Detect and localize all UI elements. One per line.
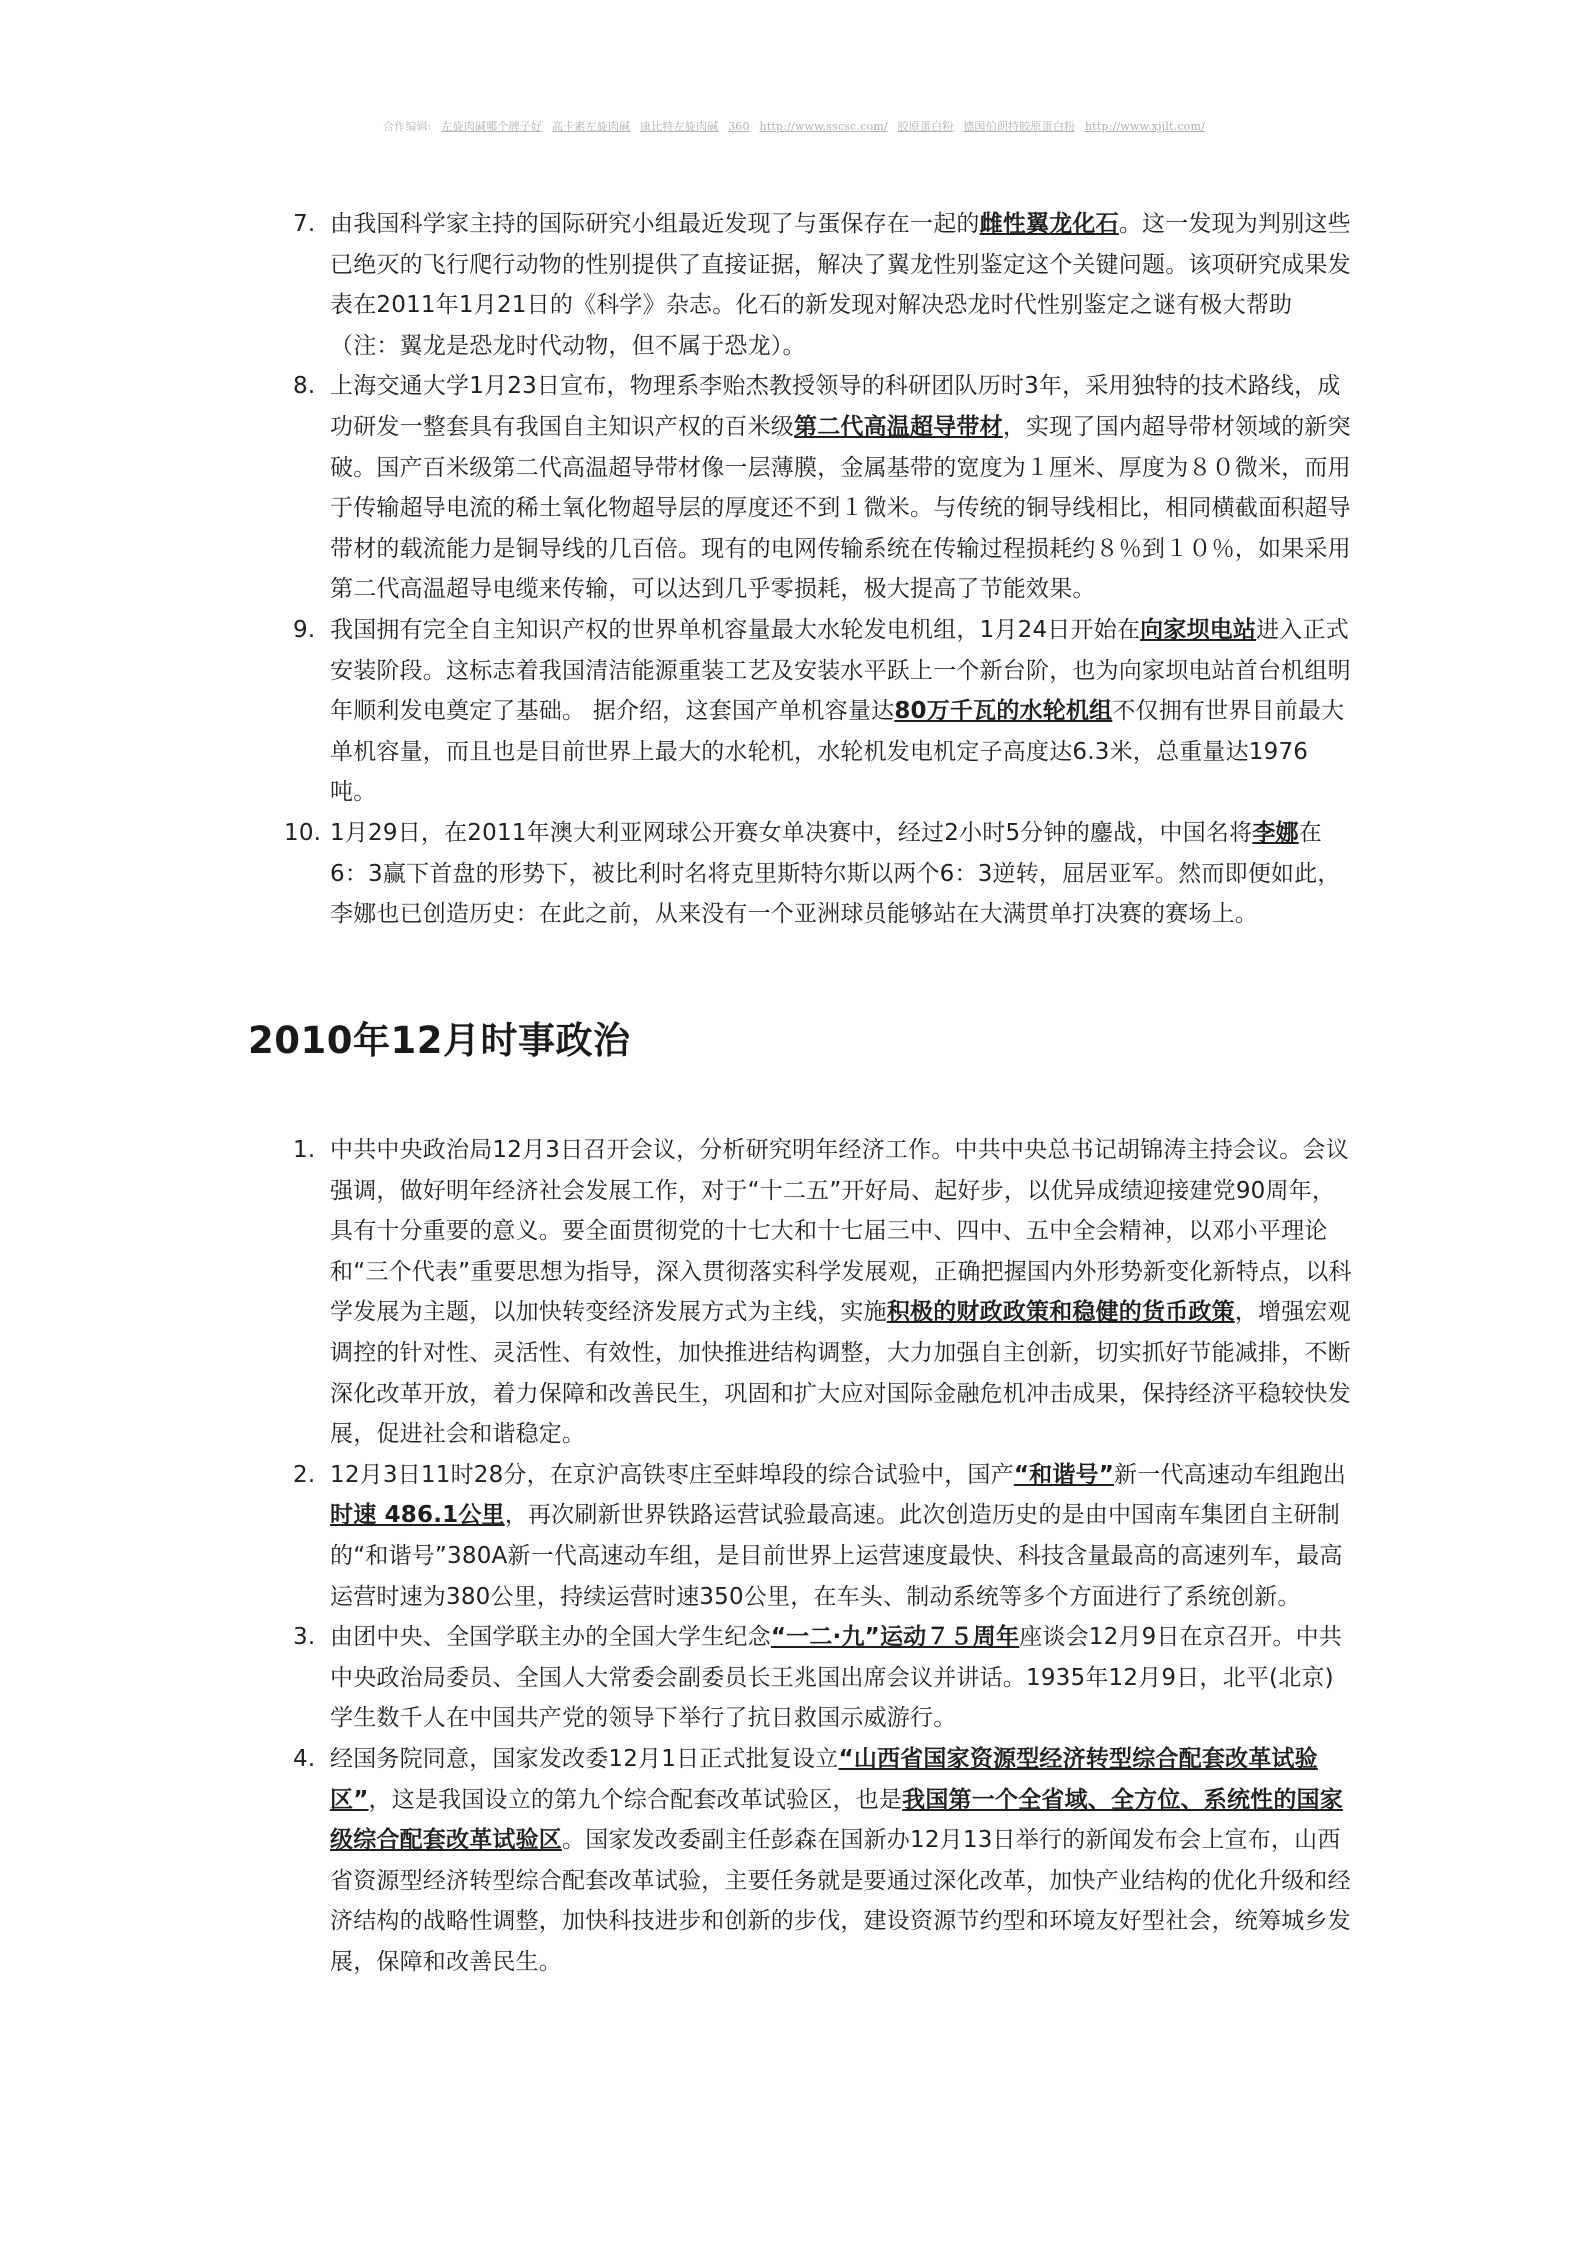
key-term: 向家坝电站 (1140, 616, 1257, 643)
header-link[interactable]: 德国伯朗特胶原蛋白粉 (963, 120, 1076, 133)
item-text: 由团中央、全国学联主办的全国大学生纪念“一二·九”运动７５周年座谈会12月9日在京召开。中共中央政治局委员、全国人大常委会副委员长王兆国出席会议并讲话。1935年12月9日，北平(北京)学生数千人在中国共产党的领导下举行了抗日救国示威游行。 (330, 1624, 1343, 1732)
key-term: “和谐号” (1013, 1461, 1115, 1488)
item-text: 由我国科学家主持的国际研究小组最近发现了与蛋保存在一起的雌性翼龙化石。这一发现为判别这些已绝灭的飞行爬行动物的性别提供了直接证据，解决了翼龙性别鉴定这个关键问题。该项研究成果发表在2011年1月21日的《科学》杂志。化石的新发现对解决恐龙时代性别鉴定之谜有极大帮助（注：翼龙是恐龙时代动物，但不属于恐龙）。 (330, 211, 1351, 359)
item-text: 我国拥有完全自主知识产权的世界单机容量最大水轮发电机组，1月24日开始在向家坝电站进入正式安装阶段。这标志着我国清洁能源重装工艺及安装水平跃上一个新台阶，也为向家坝电站首台机组明年顺利发电奠定了基础。 据介绍，这套国产单机容量达80万千瓦的水轮机组不仅拥有世界目前最大单机容量，而且也是目前世界上最大的水轮机，水轮机发电机定子高度达6.3米，总重量达1976吨。 (330, 616, 1351, 806)
header-link[interactable]: 康比特左旋肉碱 (640, 120, 719, 133)
item-number: 10. (284, 819, 322, 846)
item-number: 3. (293, 1624, 316, 1651)
key-term: 80万千瓦的水轮机组 (894, 698, 1113, 725)
list-item (293, 366, 1353, 610)
header-link[interactable]: 360 (728, 120, 750, 133)
item-number: 9. (293, 616, 316, 643)
key-term: “一二·九”运动７５周年 (770, 1624, 1020, 1651)
key-term: 李娜 (1252, 819, 1299, 846)
news-list-january (284, 204, 1353, 935)
key-term: “山西省国家资源型经济转型综合配套改革试验区” (330, 1745, 1318, 1813)
list-item (293, 1130, 1353, 1455)
item-text: 经国务院同意，国家发改委12月1日正式批复设立“山西省国家资源型经济转型综合配套改革试验区”，这是我国设立的第九个综合配套改革试验区，也是我国第一个全省域、全方位、系统性的国家级综合配套改革试验区。国家发改委副主任彭森在国新办12月13日举行的新闻发布会上宣布，山西省资源型经济转型综合配套改革试验，主要任务就是要通过深化改革，加快产业结构的优化升级和经济结构的战略性调整，加快科技进步和创新的步伐，建设资源节约型和环境友好型社会，统筹城乡发展，保障和改善民生。 (330, 1745, 1351, 1975)
key-term: 积极的财政政策和稳健的货币政策 (886, 1299, 1235, 1326)
item-text: 12月3日11时28分，在京沪高铁枣庄至蚌埠段的综合试验中，国产“和谐号”新一代高速动车组跑出时速 486.1公里，再次刷新世界铁路运营试验最高速。此次创造历史的是由中国南车集团自主研制的“和谐号”380A新一代高速动车组，是目前世界上运营速度最快、科技含量最高的高速列车，最高运营时速为380公里，持续运营时速350公里，在车头、制动系统等多个方面进行了系统创新。 (330, 1461, 1347, 1610)
list-item (284, 813, 1353, 935)
list-item (293, 204, 1353, 366)
header-link[interactable]: 胶原蛋白粉 (897, 120, 954, 133)
item-number: 1. (293, 1137, 316, 1163)
header-link[interactable]: 高卡素左旋肉碱 (551, 120, 631, 133)
list-item (293, 610, 1353, 813)
news-list-december (293, 1130, 1353, 1982)
key-term: 第二代高温超导带材 (794, 413, 1003, 440)
item-text: 上海交通大学1月23日宣布，物理系李贻杰教授领导的科研团队历时3年，采用独特的技术路线，成功研发一整套具有我国自主知识产权的百米级第二代高温超导带材，实现了国内超导带材领域的新突破。国产百米级第二代高温超导带材像一层薄膜，金属基带的宽度为１厘米、厚度为８０微米，而用于传输超导电流的稀土氧化物超导层的厚度还不到１微米。与传统的铜导线相比，相同横截面积超导带材的载流能力是铜导线的几百倍。现有的电网传输系统在传输过程损耗约８％到１０％，如果采用第二代高温超导电缆来传输，可以达到几乎零损耗，极大提高了节能效果。 (330, 373, 1351, 603)
cooperation-header (0, 118, 1594, 134)
header-link[interactable]: http://www.sscsc.com/ (759, 120, 888, 133)
list-item (293, 1739, 1353, 1983)
list-item (293, 1455, 1353, 1617)
item-number: 7. (293, 211, 316, 237)
item-number: 2. (293, 1461, 316, 1488)
header-link[interactable]: http://www.xjjlt.com/ (1084, 120, 1206, 133)
key-term: 我国第一个全省域、全方位、系统性的国家级综合配套改革试验区 (330, 1786, 1343, 1854)
header-label: 合作编辑: (382, 120, 432, 133)
key-term: 时速 486.1公里 (330, 1502, 505, 1529)
item-text: 1月29日，在2011年澳大利亚网球公开赛女单决赛中，经过2小时5分钟的鏖战，中国名将李娜在6：3赢下首盘的形势下，被比利时名将克里斯特尔斯以两个6：3逆转，屈居亚军。然而即便如此，李娜也已创造历史：在此之前，从来没有一个亚洲球员能够站在大满贯单打决赛的赛场上。 (330, 819, 1341, 928)
list-item (293, 1617, 1353, 1739)
section-title: 2010年12月时事政治 (248, 1019, 631, 1062)
item-text: 中共中央政治局12月3日召开会议，分析研究明年经济工作。中共中央总书记胡锦涛主持会议。会议强调，做好明年经济社会发展工作，对于“十二五”开好局、起好步，以优异成绩迎接建党90周年，具有十分重要的意义。要全面贯彻党的十七大和十七届三中、四中、五中全会精神，以邓小平理论和“三个代表”重要思想为指导，深入贯彻落实科学发展观，正确把握国内外形势新变化新特点，以科学发展为主题，以加快转变经济发展方式为主线，实施积极的财政政策和稳健的货币政策，增强宏观调控的针对性、灵活性、有效性，加快推进结构调整，大力加强自主创新，切实抓好节能减排，不断深化改革开放，着力保障和改善民生，巩固和扩大应对国际金融危机冲击成果，保持经济平稳较快发展，促进社会和谐稳定。 (330, 1137, 1352, 1448)
header-link[interactable]: 左旋肉碱哪个牌子好 (441, 120, 543, 133)
key-term: 雌性翼龙化石 (979, 211, 1119, 237)
item-number: 4. (293, 1745, 316, 1772)
item-number: 8. (293, 373, 316, 400)
